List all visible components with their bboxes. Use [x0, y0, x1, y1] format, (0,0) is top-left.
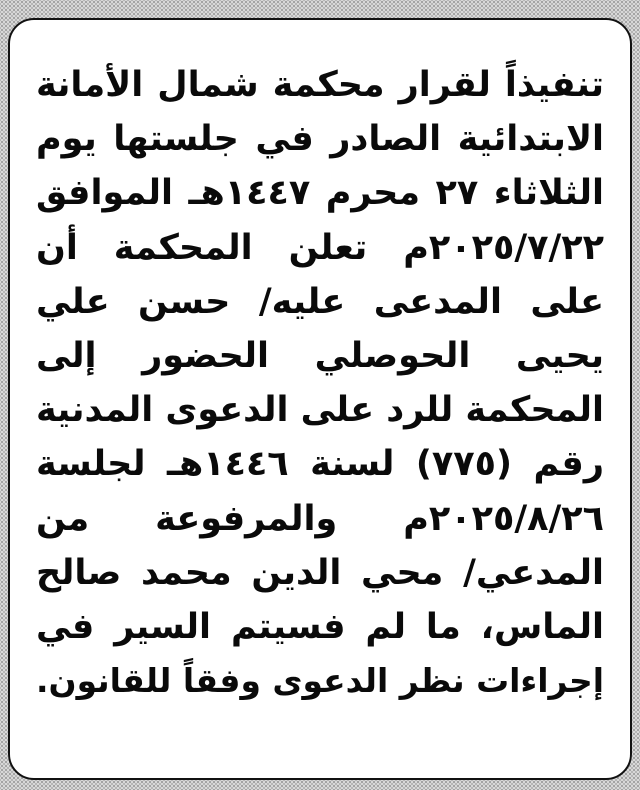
notice-line: المحكمة للرد على الدعوى المدنية [36, 390, 604, 431]
notice-line: رقم (٧٧٥) لسنة ١٤٤٦هـ لجلسة [36, 444, 604, 485]
court-notice-card [8, 18, 632, 780]
notice-line: على المدعى عليه/ حسن علي [36, 281, 604, 322]
notice-line: الابتدائية الصادر في جلستها يوم [36, 119, 604, 160]
notice-line: ٢٠٢٥/٧/٢٢م تعلن المحكمة أن [36, 227, 604, 268]
notice-body [36, 58, 604, 708]
notice-line: ٢٠٢٥/٨/٢٦م والمرفوعة من [36, 498, 604, 539]
notice-line: تنفيذاً لقرار محكمة شمال الأمانة [36, 65, 604, 105]
notice-line: الماس، ما لم فسيتم السير في [36, 607, 604, 648]
notice-line: إجراءات نظر الدعوى وفقاً للقانون. [36, 661, 604, 701]
notice-line: المدعي/ محي الدين محمد صالح [36, 552, 604, 593]
notice-line: يحيى الحوصلي الحضور إلى [36, 336, 604, 377]
notice-line: الثلاثاء ٢٧ محرم ١٤٤٧هـ الموافق [36, 173, 604, 214]
